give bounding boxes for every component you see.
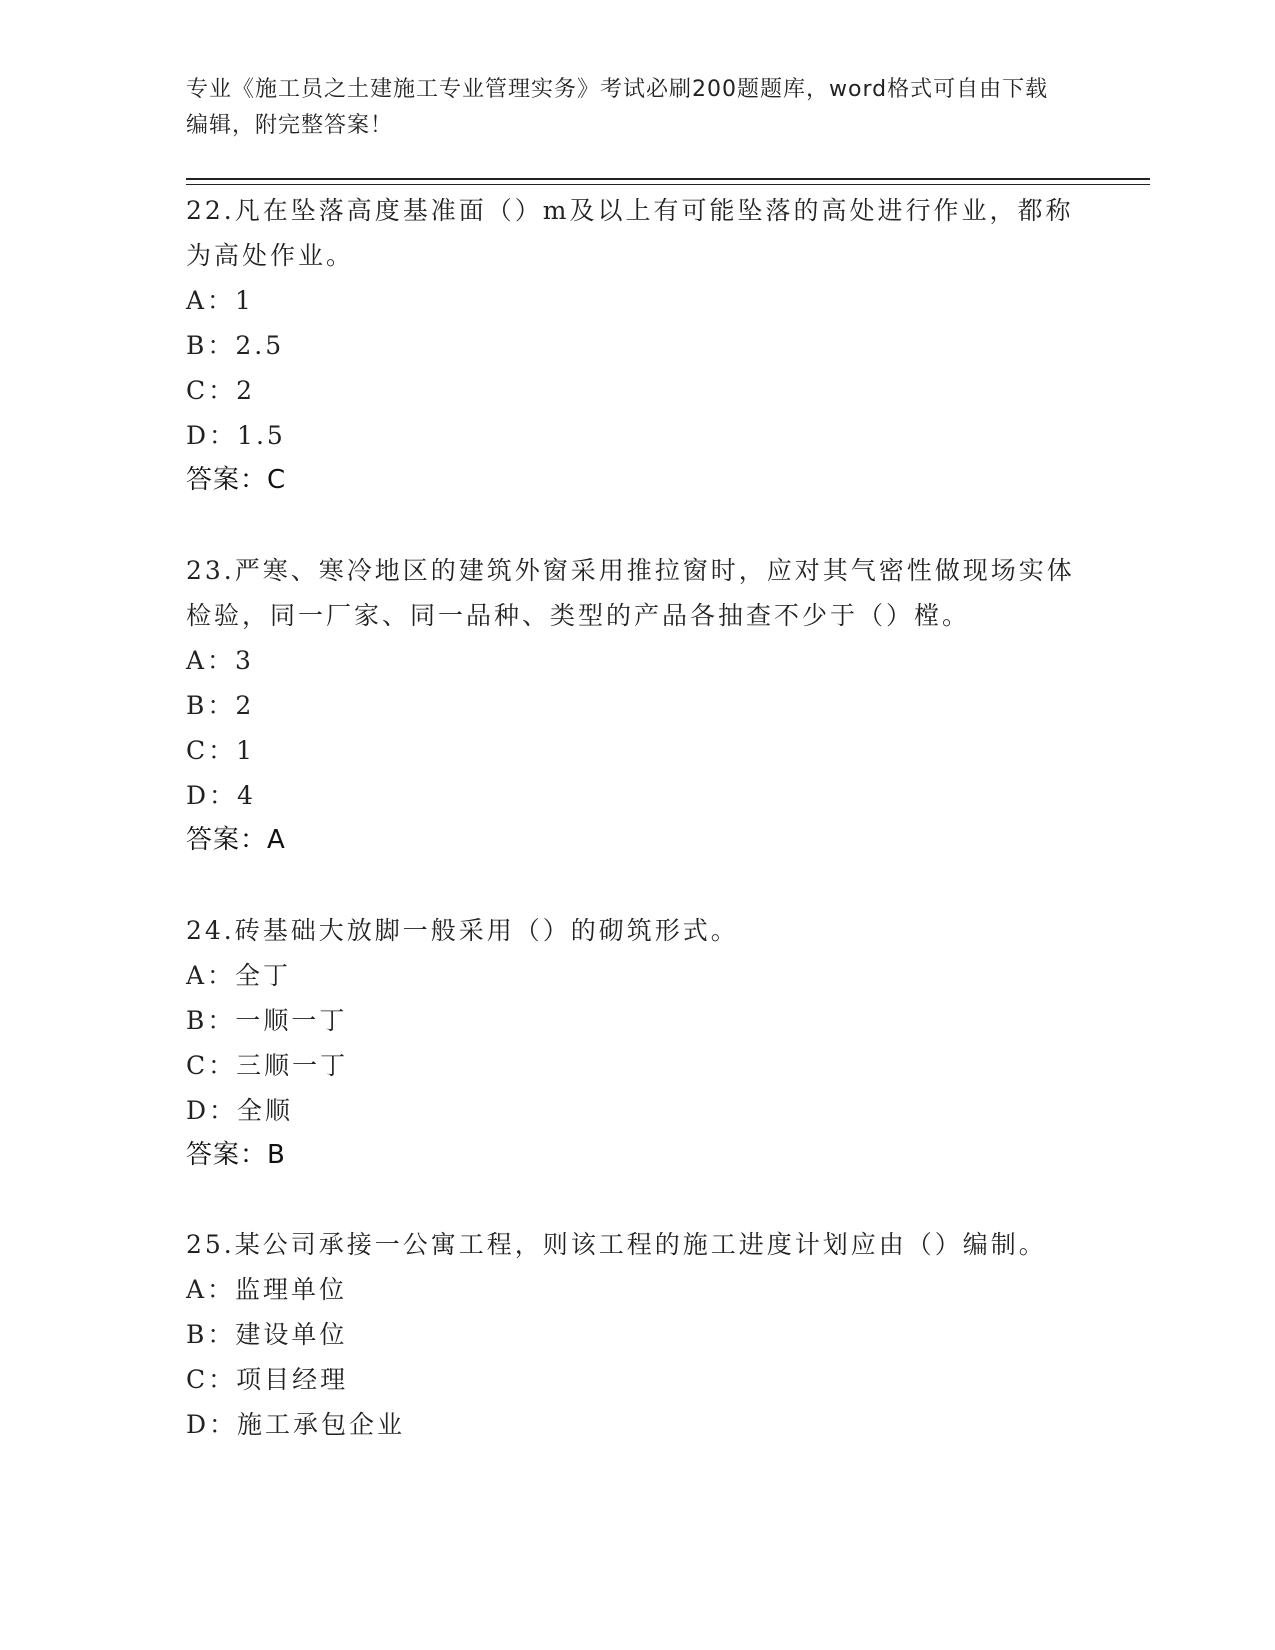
option-a: A：全丁 — [186, 961, 292, 990]
question-stem: 24.砖基础大放脚一般采用（）的砌筑形式。 — [186, 916, 739, 945]
option-c: C：1 — [186, 736, 256, 765]
answer-label: 答案：C — [186, 465, 287, 495]
question-25 — [186, 1222, 1086, 1447]
option-c: C：项目经理 — [186, 1365, 349, 1394]
option-d: D：全顺 — [186, 1096, 294, 1125]
question-22 — [186, 188, 1086, 503]
document-header: 专业《施工员之土建施工专业管理实务》考试必刷200题题库，word格式可自由下载编辑，附完整答案！ — [186, 77, 1049, 138]
option-a: A：3 — [186, 646, 254, 675]
option-b: B：2.5 — [186, 331, 285, 360]
option-b: B：2 — [186, 691, 255, 720]
option-b: B：一顺一丁 — [186, 1006, 348, 1035]
question-24 — [186, 908, 1086, 1178]
question-stem: 25.某公司承接一公寓工程，则该工程的施工进度计划应由（）编制。 — [186, 1230, 1047, 1259]
question-stem: 23.严寒、寒冷地区的建筑外窗采用推拉窗时，应对其气密性做现场实体检验，同一厂家、同一品种、类型的产品各抽查不少于（）樘。 — [186, 556, 1075, 630]
answer-label: 答案：B — [186, 1140, 286, 1170]
option-d: D：1.5 — [186, 421, 286, 450]
question-23 — [186, 548, 1086, 863]
question-stem: 22.凡在坠落高度基准面（）m及以上有可能坠落的高处进行作业，都称为高处作业。 — [186, 196, 1074, 270]
option-d: D：施工承包企业 — [186, 1410, 406, 1439]
option-c: C：2 — [186, 376, 256, 405]
option-b: B：建设单位 — [186, 1320, 348, 1349]
option-a: A：监理单位 — [186, 1275, 348, 1304]
option-a: A：1 — [186, 286, 254, 315]
header-divider-thin — [186, 184, 1150, 185]
option-c: C：三顺一丁 — [186, 1051, 349, 1080]
option-d: D：4 — [186, 781, 256, 810]
answer-label: 答案：A — [186, 825, 286, 855]
header-divider-thick — [186, 178, 1150, 180]
